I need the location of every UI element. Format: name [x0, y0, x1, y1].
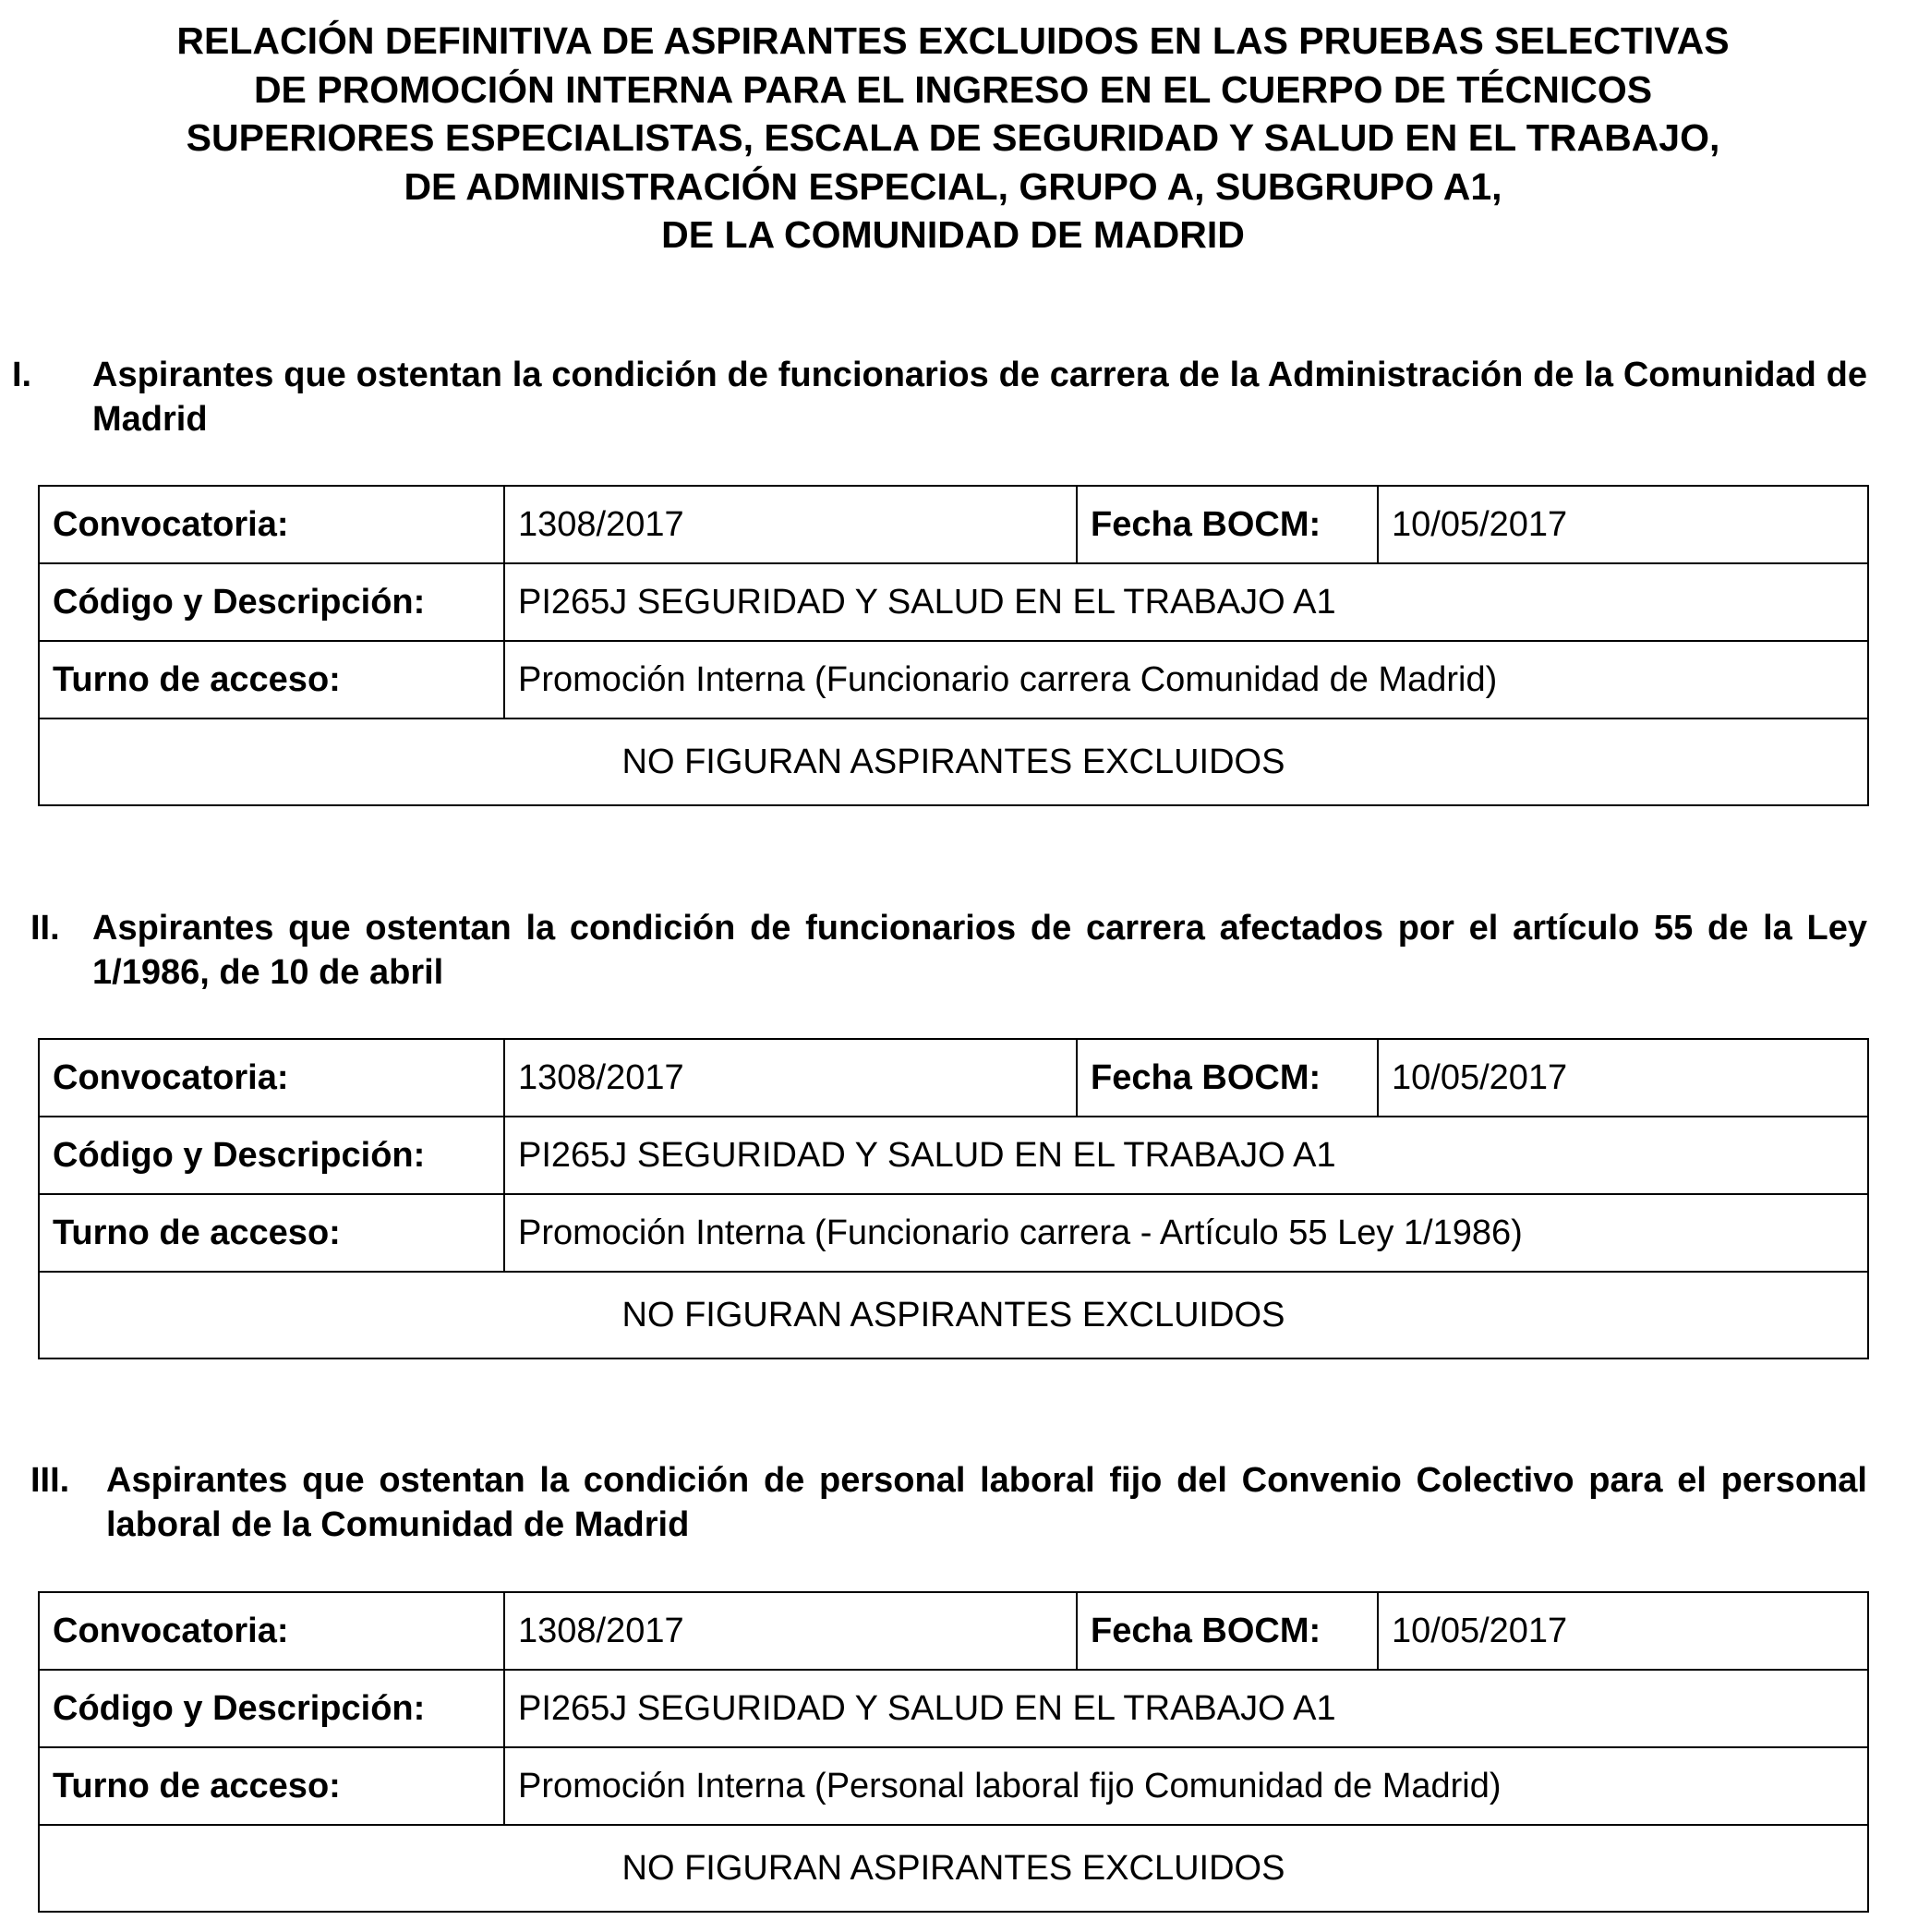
- turno-label: Turno de acceso:: [39, 1194, 504, 1272]
- table-row: [39, 1117, 1868, 1194]
- convocatoria-table: [38, 1038, 1869, 1359]
- title-line: DE ADMINISTRACIÓN ESPECIAL, GRUPO A, SUBGRUPO A1,: [404, 164, 1502, 208]
- convocatoria-table: [38, 485, 1869, 806]
- title-line: RELACIÓN DEFINITIVA DE ASPIRANTES EXCLUIDOS EN LAS PRUEBAS SELECTIVAS: [176, 19, 1730, 62]
- table-row: [39, 1194, 1868, 1272]
- table-row: [39, 1670, 1868, 1747]
- fecha-bocm-value: 10/05/2017: [1378, 1592, 1868, 1670]
- table-row: [39, 563, 1868, 641]
- codigo-label: Código y Descripción:: [39, 1670, 504, 1747]
- fecha-bocm-label: Fecha BOCM:: [1077, 1592, 1378, 1670]
- document-title: [0, 17, 1906, 260]
- codigo-value: PI265J SEGURIDAD Y SALUD EN EL TRABAJO A1: [504, 563, 1868, 641]
- section-heading-text: Aspirantes que ostentan la condición de funcionarios de carrera de la Administración de la Comunidad de Madrid: [92, 356, 1867, 439]
- codigo-label: Código y Descripción:: [39, 1117, 504, 1194]
- convocatoria-value: 1308/2017: [504, 486, 1077, 563]
- convocatoria-label: Convocatoria:: [39, 1592, 504, 1670]
- convocatoria-label: Convocatoria:: [39, 486, 504, 563]
- table-row: [39, 718, 1868, 805]
- section-heading: [0, 906, 1906, 998]
- section-heading-text: Aspirantes que ostentan la condición de funcionarios de carrera afectados por el artículo 55 de la Ley 1/1986, de 10 de abril: [92, 909, 1867, 992]
- result-text: NO FIGURAN ASPIRANTES EXCLUIDOS: [39, 1272, 1868, 1358]
- turno-value: Promoción Interna (Funcionario carrera Comunidad de Madrid): [504, 641, 1868, 718]
- result-text: NO FIGURAN ASPIRANTES EXCLUIDOS: [39, 1825, 1868, 1912]
- fecha-bocm-value: 10/05/2017: [1378, 1039, 1868, 1117]
- table-row: [39, 641, 1868, 718]
- table-row: [39, 486, 1868, 563]
- section-heading: [0, 353, 1906, 445]
- table-row: [39, 1747, 1868, 1825]
- fecha-bocm-label: Fecha BOCM:: [1077, 1039, 1378, 1117]
- convocatoria-value: 1308/2017: [504, 1039, 1077, 1117]
- turno-label: Turno de acceso:: [39, 641, 504, 718]
- codigo-label: Código y Descripción:: [39, 563, 504, 641]
- fecha-bocm-value: 10/05/2017: [1378, 486, 1868, 563]
- turno-label: Turno de acceso:: [39, 1747, 504, 1825]
- table-row: [39, 1592, 1868, 1670]
- section-numeral: I.: [12, 356, 32, 394]
- turno-value: Promoción Interna (Funcionario carrera - Artículo 55 Ley 1/1986): [504, 1194, 1868, 1272]
- table-row: [39, 1825, 1868, 1912]
- fecha-bocm-label: Fecha BOCM:: [1077, 486, 1378, 563]
- turno-value: Promoción Interna (Personal laboral fijo Comunidad de Madrid): [504, 1747, 1868, 1825]
- table-row: [39, 1272, 1868, 1358]
- section-numeral: III.: [30, 1461, 70, 1500]
- codigo-value: PI265J SEGURIDAD Y SALUD EN EL TRABAJO A1: [504, 1670, 1868, 1747]
- convocatoria-table: [38, 1591, 1869, 1913]
- section-heading-text: Aspirantes que ostentan la condición de personal laboral fijo del Convenio Colectivo para el personal laboral de la Comunidad de Madrid: [106, 1461, 1867, 1544]
- section-heading: [0, 1458, 1906, 1551]
- section-numeral: II.: [30, 909, 60, 948]
- title-line: DE PROMOCIÓN INTERNA PARA EL INGRESO EN EL CUERPO DE TÉCNICOS: [253, 67, 1653, 111]
- codigo-value: PI265J SEGURIDAD Y SALUD EN EL TRABAJO A1: [504, 1117, 1868, 1194]
- title-line: SUPERIORES ESPECIALISTAS, ESCALA DE SEGURIDAD Y SALUD EN EL TRABAJO,: [186, 116, 1720, 159]
- convocatoria-label: Convocatoria:: [39, 1039, 504, 1117]
- table-row: [39, 1039, 1868, 1117]
- convocatoria-value: 1308/2017: [504, 1592, 1077, 1670]
- title-line: DE LA COMUNIDAD DE MADRID: [661, 213, 1245, 256]
- result-text: NO FIGURAN ASPIRANTES EXCLUIDOS: [39, 718, 1868, 805]
